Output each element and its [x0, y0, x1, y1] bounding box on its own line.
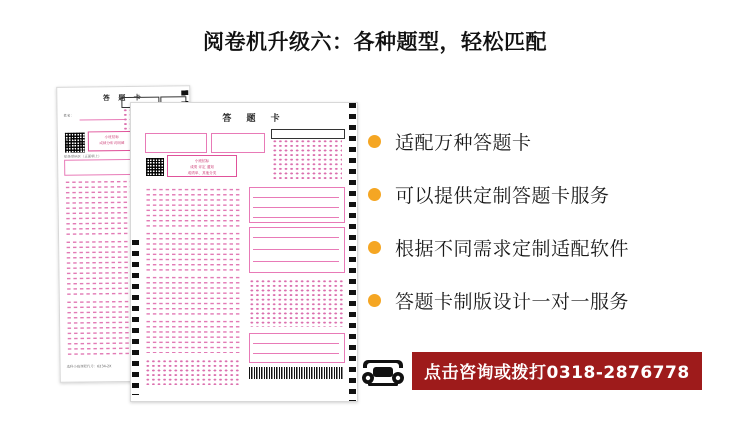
feature-text: 答题卡制版设计一对一服务 — [395, 291, 630, 313]
page-title: 阅卷机升级六：各种题型，轻松匹配 — [203, 30, 547, 54]
sheet-front-qr-code — [145, 157, 165, 177]
sheet-back-heading: 答 题 卡 — [102, 93, 144, 103]
bullet-dot-icon — [368, 241, 381, 254]
bullet-dot-icon — [368, 294, 381, 307]
answer-sheet-images — [52, 80, 342, 400]
feature-text: 适配万种答题卡 — [395, 132, 532, 154]
list-item — [368, 234, 730, 261]
feature-text: 根据不同需求定制适配软件 — [395, 238, 630, 260]
telephone-icon — [360, 354, 406, 388]
sheet-back-note: 小班招标 成绩分析说明图 — [88, 131, 136, 152]
sheet-back-name-label: 姓名： — [63, 113, 74, 118]
sheet-front-heading: 答 题 卡 — [222, 114, 286, 124]
sheet-front-barcode — [249, 367, 343, 379]
cta-banner-text[interactable]: 点击咨询或拨打0318-2876778 — [412, 352, 702, 390]
list-item — [368, 287, 730, 314]
feature-list — [368, 128, 730, 340]
bullet-dot-icon — [368, 135, 381, 148]
sheet-front-hdr-1 — [271, 129, 345, 139]
list-item — [368, 181, 730, 208]
bullet-dot-icon — [368, 188, 381, 201]
answer-sheet-primary — [130, 102, 358, 402]
contact-cta[interactable] — [360, 352, 702, 390]
sheet-back-footer: 选科小班课程代号：6234-2X — [66, 364, 112, 369]
sheet-back-qr-code — [64, 131, 86, 153]
sheet-back-barcode-label: 贴条形码区（正面朝上） — [64, 154, 102, 159]
list-item — [368, 128, 730, 155]
feature-text: 可以提供定制答题卡服务 — [395, 185, 610, 207]
sheet-front-note: 小班招标 成绩 评定 通知 成绩单、其他分类 — [167, 155, 237, 177]
